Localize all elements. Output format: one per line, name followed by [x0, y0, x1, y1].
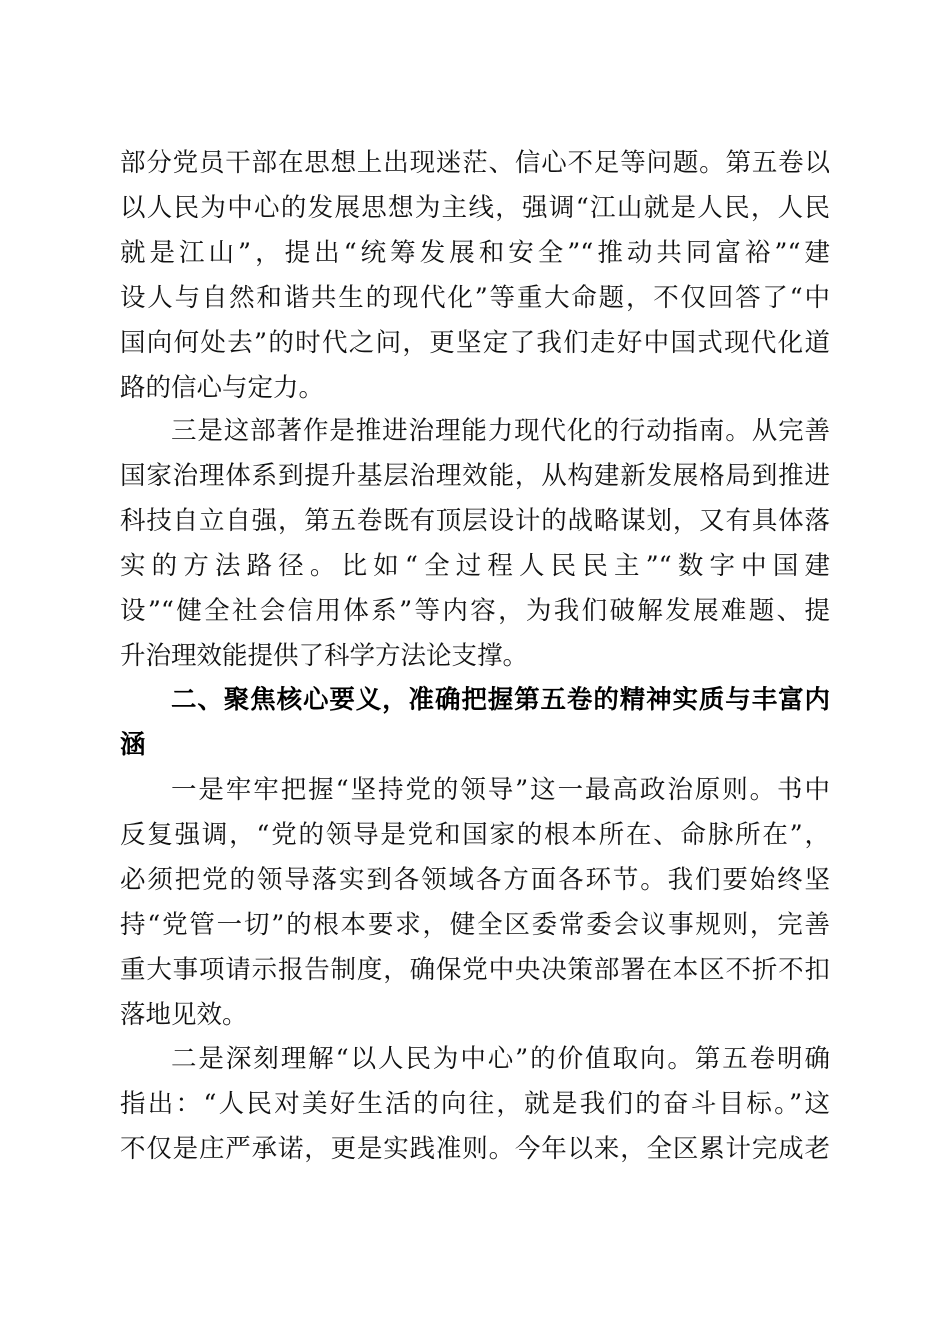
text-line: 一是牢牢把握“坚持党的领导”这一最高政治原则。书中 [171, 775, 830, 805]
text-line: 部分党员干部在思想上出现迷茫、信心不足等问题。第五卷以 [120, 148, 830, 178]
body-paragraph-2 [120, 409, 830, 679]
body-paragraph-3 [120, 768, 830, 1038]
text-line: 以人民为中心的发展思想为主线，强调“江山就是人民，人民 [120, 193, 830, 223]
text-line: 实的方法路径。比如“全过程人民民主”“数字中国建 [120, 551, 830, 581]
text-line: 设人与自然和谐共生的现代化”等重大命题，不仅回答了“中 [120, 283, 830, 313]
text-line: 不仅是庄严承诺，更是实践准则。今年以来，全区累计完成老 [120, 1134, 830, 1164]
text-line: 必须把党的领导落实到各领域各方面各环节。我们要始终坚 [120, 865, 830, 895]
section-heading [120, 678, 830, 768]
text-line: 科技自立自强，第五卷既有顶层设计的战略谋划，又有具体落 [120, 506, 830, 536]
text-line: 二是深刻理解“以人民为中心”的价值取向。第五卷明确 [171, 1044, 830, 1074]
body-paragraph-1 [120, 141, 830, 411]
text-line: 升治理效能提供了科学方法论支撑。 [120, 641, 529, 671]
heading-line: 二、聚焦核心要义，准确把握第五卷的精神实质与丰富内 [171, 685, 830, 715]
heading-line: 涵 [120, 730, 146, 760]
text-line: 重大事项请示报告制度，确保党中央决策部署在本区不折不扣 [120, 955, 830, 985]
body-paragraph-4 [120, 1037, 830, 1172]
text-line: 持“党管一切”的根本要求，健全区委常委会议事规则，完善 [120, 910, 830, 940]
text-line: 设”“健全社会信用体系”等内容，为我们破解发展难题、提 [120, 596, 830, 626]
text-line: 路的信心与定力。 [120, 373, 325, 403]
text-line: 就是江山”，提出“统筹发展和安全”“推动共同富裕”“建 [120, 238, 830, 268]
text-line: 指出：“人民对美好生活的向往，就是我们的奋斗目标。”这 [120, 1089, 830, 1119]
text-line: 三是这部著作是推进治理能力现代化的行动指南。从完善 [171, 416, 830, 446]
text-line: 国向何处去”的时代之问，更坚定了我们走好中国式现代化道 [120, 328, 830, 358]
text-line: 国家治理体系到提升基层治理效能，从构建新发展格局到推进 [120, 461, 830, 491]
text-line: 反复强调，“党的领导是党和国家的根本所在、命脉所在”， [120, 820, 830, 850]
text-line: 落地见效。 [120, 1000, 248, 1030]
